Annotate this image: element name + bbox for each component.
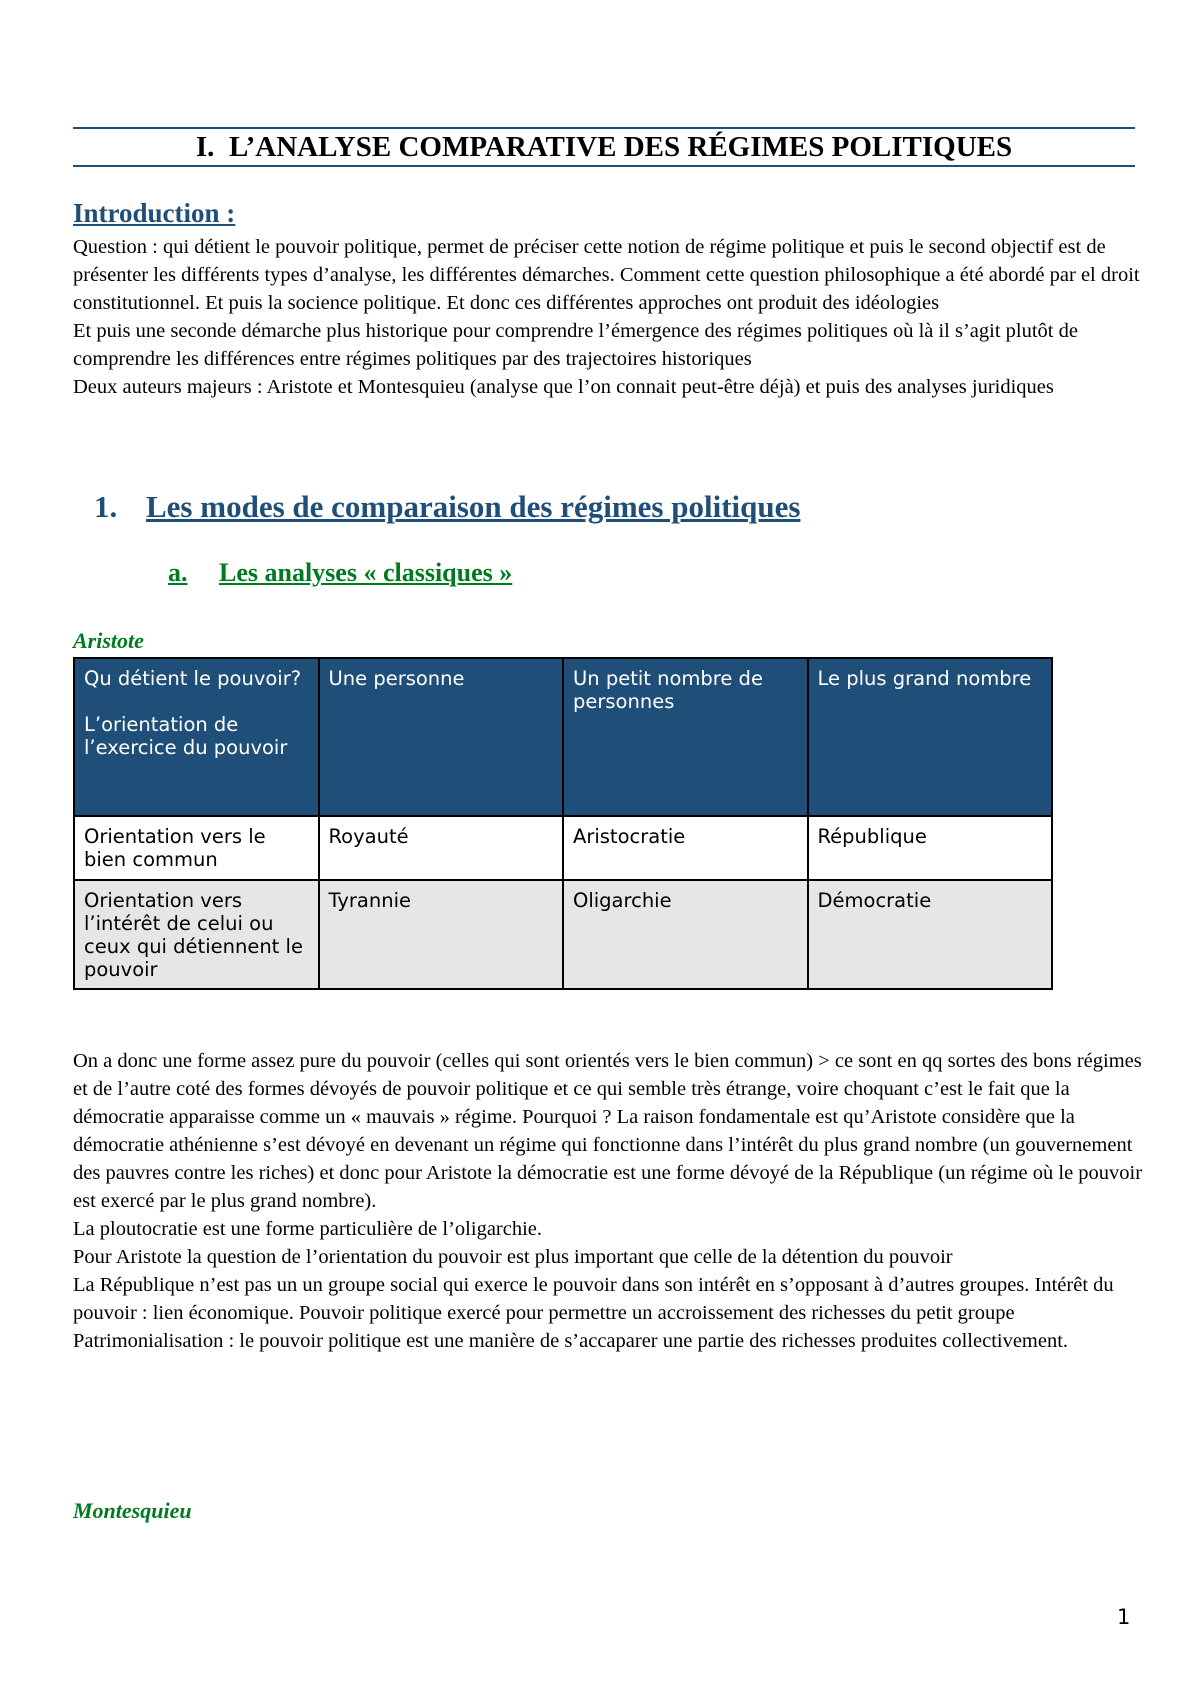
table-cell: Tyrannie [319,880,564,989]
row-label: Orientation vers l’intérêt de celui ou ceux qui détiennent le pouvoir [74,880,319,989]
subsection-title: Les analyses « classiques » [219,558,513,587]
table-cell: République [808,816,1053,880]
table-row [74,816,1052,880]
corner-line-1: Qu détient le pouvoir? [84,667,302,690]
aristote-heading: Aristote [73,628,144,653]
table-cell: Royauté [319,816,564,880]
title-text: L’ANALYSE COMPARATIVE DES RÉGIMES POLITIQUES [228,131,1013,163]
table-row [74,880,1052,989]
regimes-table [73,657,1053,990]
table-corner-cell [74,658,319,816]
section-title: Les modes de comparaison des régimes politiques [146,489,801,524]
table-cell: Démocratie [808,880,1053,989]
body-paragraph: Pour Aristote la question de l’orientation du pouvoir est plus important que celle de la détention du pouvoir [73,1246,953,1268]
introduction-heading: Introduction : [73,198,236,228]
subsection-heading [168,557,512,589]
section-number: 1. [94,489,118,524]
body-paragraph: La République n’est pas un un groupe social qui exerce le pouvoir dans son intérêt en s’opposant à d’autres groupes. Intérêt du pouvoir : lien économique. Pouvoir politique exercé pour permettre un accroissement des richesses du petit groupe [73,1274,1114,1324]
table-cell: Oligarchie [563,880,808,989]
section-heading [94,488,800,526]
page-number: 1 [1117,1605,1131,1629]
body-paragraph: La ploutocratie est une forme particulière de l’oligarchie. [73,1218,543,1240]
title-number: I. [195,131,215,163]
column-header: Le plus grand nombre [808,658,1053,816]
intro-paragraph: Et puis une seconde démarche plus historique pour comprendre l’émergence des régimes politiques où là il s’agit plutôt de comprendre les différences entre régimes politiques par des trajectoires historiques [73,320,1078,370]
column-header: Un petit nombre de personnes [563,658,808,816]
corner-line-2: L’orientation de l’exercice du pouvoir [84,713,288,759]
subsection-letter: a. [168,558,188,587]
intro-paragraph: Question : qui détient le pouvoir politique, permet de préciser cette notion de régime politique et puis le second objectif est de présenter les différents types d’analyse, les différentes démarches. Comment cette question philosophique a été abordé par el droit constitutionnel. Et puis la socience politique. Et donc ces différentes approches ont produit des idéologies [73,236,1140,314]
aristote-analysis-text [73,1047,1145,1355]
body-paragraph: Patrimonialisation : le pouvoir politique est une manière de s’accaparer une partie des richesses produites collectivement. [73,1330,1069,1352]
table-cell: Aristocratie [563,816,808,880]
intro-paragraph: Deux auteurs majeurs : Aristote et Montesquieu (analyse que l’on connait peut-être déjà) et puis des analyses juridiques [73,376,1054,398]
body-paragraph: On a donc une forme assez pure du pouvoir (celles qui sont orientés vers le bien commun) > ce sont en qq sortes des bons régimes et de l’autre coté des formes dévoyés de pouvoir politique et ce qui semble très étrange, voire choquant c’est le fait que la démocratie apparaisse comme un « mauvais » régime. Pourquoi ? La raison fondamentale est qu’Aristote considère que la démocratie athénienne s’est dévoyé en devenant un régime qui fonctionne dans l’intérêt du plus grand nombre (un gouvernement des pauvres contre les riches) et donc pour Aristote la démocratie est une forme dévoyé de la République (un régime où le pouvoir est exercé par le plus grand nombre). [73,1050,1143,1212]
table-header-row [74,658,1052,816]
column-header: Une personne [319,658,564,816]
montesquieu-heading: Montesquieu [73,1498,192,1523]
row-label: Orientation vers le bien commun [74,816,319,880]
introduction-text [73,233,1145,401]
document-title [73,127,1135,167]
